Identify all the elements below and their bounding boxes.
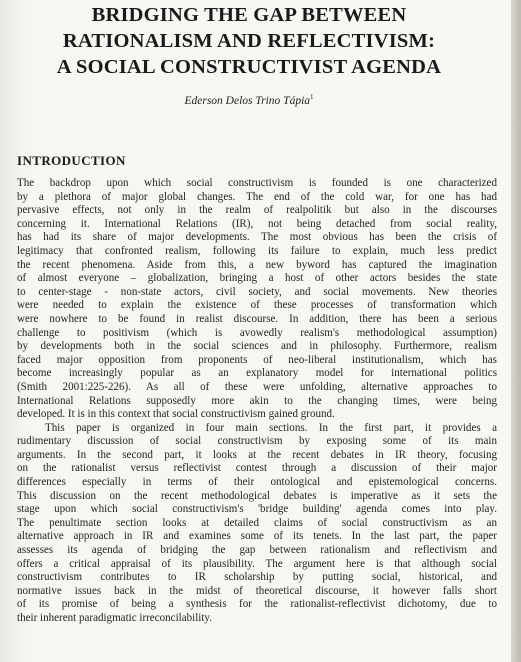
text-line: legitimacy that confronted realism, following its failure to explain, much less predict — [17, 244, 497, 257]
text-line: developed. It is in this context that social constructivism gained ground. — [17, 408, 335, 421]
text-line: challenge to positivism (which is avowedly realism's methodological assumption) — [17, 326, 497, 339]
text-line: become increasingly popular as an explanatory model for international politics — [17, 367, 497, 380]
text-line: The penultimate section looks at detailed claims of social constructivism as an — [17, 516, 497, 529]
paragraph-2 — [17, 422, 497, 626]
text-line: pervasive effects, not only in the realm of realpolitik but also in the discourses — [17, 204, 497, 217]
title-line: A SOCIAL CONSTRUCTIVIST AGENDA — [56, 56, 442, 78]
text-line: arguments. In the second part, it looks at the recent debates in IR theory, focusing — [17, 448, 497, 461]
paragraph-1 — [17, 177, 497, 422]
text-line: their inherent paradigmatic irreconcilability. — [17, 612, 212, 624]
text-line: rudimentary discussion of social constructivism by exposing some of its main — [17, 435, 497, 448]
text-line: This paper is organized in four main sections. In the first part, it provides a — [45, 421, 497, 434]
text-line: faced major opposition from proponents of neo-liberal institutionalism, which has — [17, 353, 497, 366]
text-line: by a plethora of major global changes. The end of the cold war, for one has had — [17, 190, 497, 203]
author-footnote-mark: 1 — [310, 93, 314, 101]
text-line: the recent phenomena. Aside from this, a new byword has captured the imagination — [17, 258, 497, 271]
text-line: alternative approach in IR and examines some of its tenets. In the last part, the paper — [17, 530, 497, 543]
text-line: differences especially in terms of their ontological and epistemological concerns. — [17, 476, 497, 489]
text-line: The backdrop upon which social constructivism is founded is one characterized — [17, 177, 497, 189]
text-line: constructivism contributes to IR scholarship by putting social, historical, and — [17, 571, 497, 584]
title-line: RATIONALISM AND REFLECTIVISM: — [62, 30, 436, 52]
text-line: concerning it. International Relations (IR), not being detached from social reality, — [17, 217, 497, 230]
text-line: were needed to explain the existence of these processes of transformation which — [17, 299, 497, 312]
text-line: to center-stage - non-state actors, civil society, and social movements. New theories — [17, 285, 497, 298]
text-line: has had its share of major developments. The most obvious has been the crisis of — [17, 231, 497, 244]
text-line: normative issues back in the midst of theoretical discourse, it however falls short — [17, 584, 497, 597]
text-line: This discussion on the recent methodological debates is imperative as it sets the — [17, 489, 497, 502]
text-line: of almost everyone – globalization, bringing a host of other actors besides the state — [17, 272, 497, 285]
text-line: (Smith 2001:225-226). As all of these were unfolding, alternative approaches to — [17, 380, 497, 393]
title-line: BRIDGING THE GAP BETWEEN — [91, 4, 407, 26]
section-heading: INTRODUCTION — [17, 153, 126, 168]
text-line: International Relations supposedly more akin to the changing times, were being — [17, 394, 497, 407]
book-gutter — [511, 0, 521, 662]
text-line: of its promise of being a synthesis for the rationalist-reflectivist dichotomy, due to — [17, 598, 497, 611]
body-text — [17, 177, 497, 626]
author-name: Ederson Delos Trino Tápia — [184, 94, 311, 107]
text-line: stage upon which social constructivism's 'bridge building' agenda comes into play. — [17, 503, 497, 516]
author-byline — [14, 93, 484, 107]
text-line: offers a critical appraisal of its plausibility. The argument here is that although social — [17, 557, 497, 570]
text-line: on the rationalist versus reflectivist contest through a discussion of their major — [17, 462, 497, 475]
text-line: by developments both in the social sciences and in philosophy. Furthermore, realism — [17, 340, 497, 353]
text-line: assesses its agenda of bridging the gap between rationalism and reflectivism and — [17, 544, 497, 557]
paper-title — [14, 2, 484, 80]
text-line: were nowhere to be found in realist discourse. In addition, there has been a serious — [17, 312, 497, 325]
